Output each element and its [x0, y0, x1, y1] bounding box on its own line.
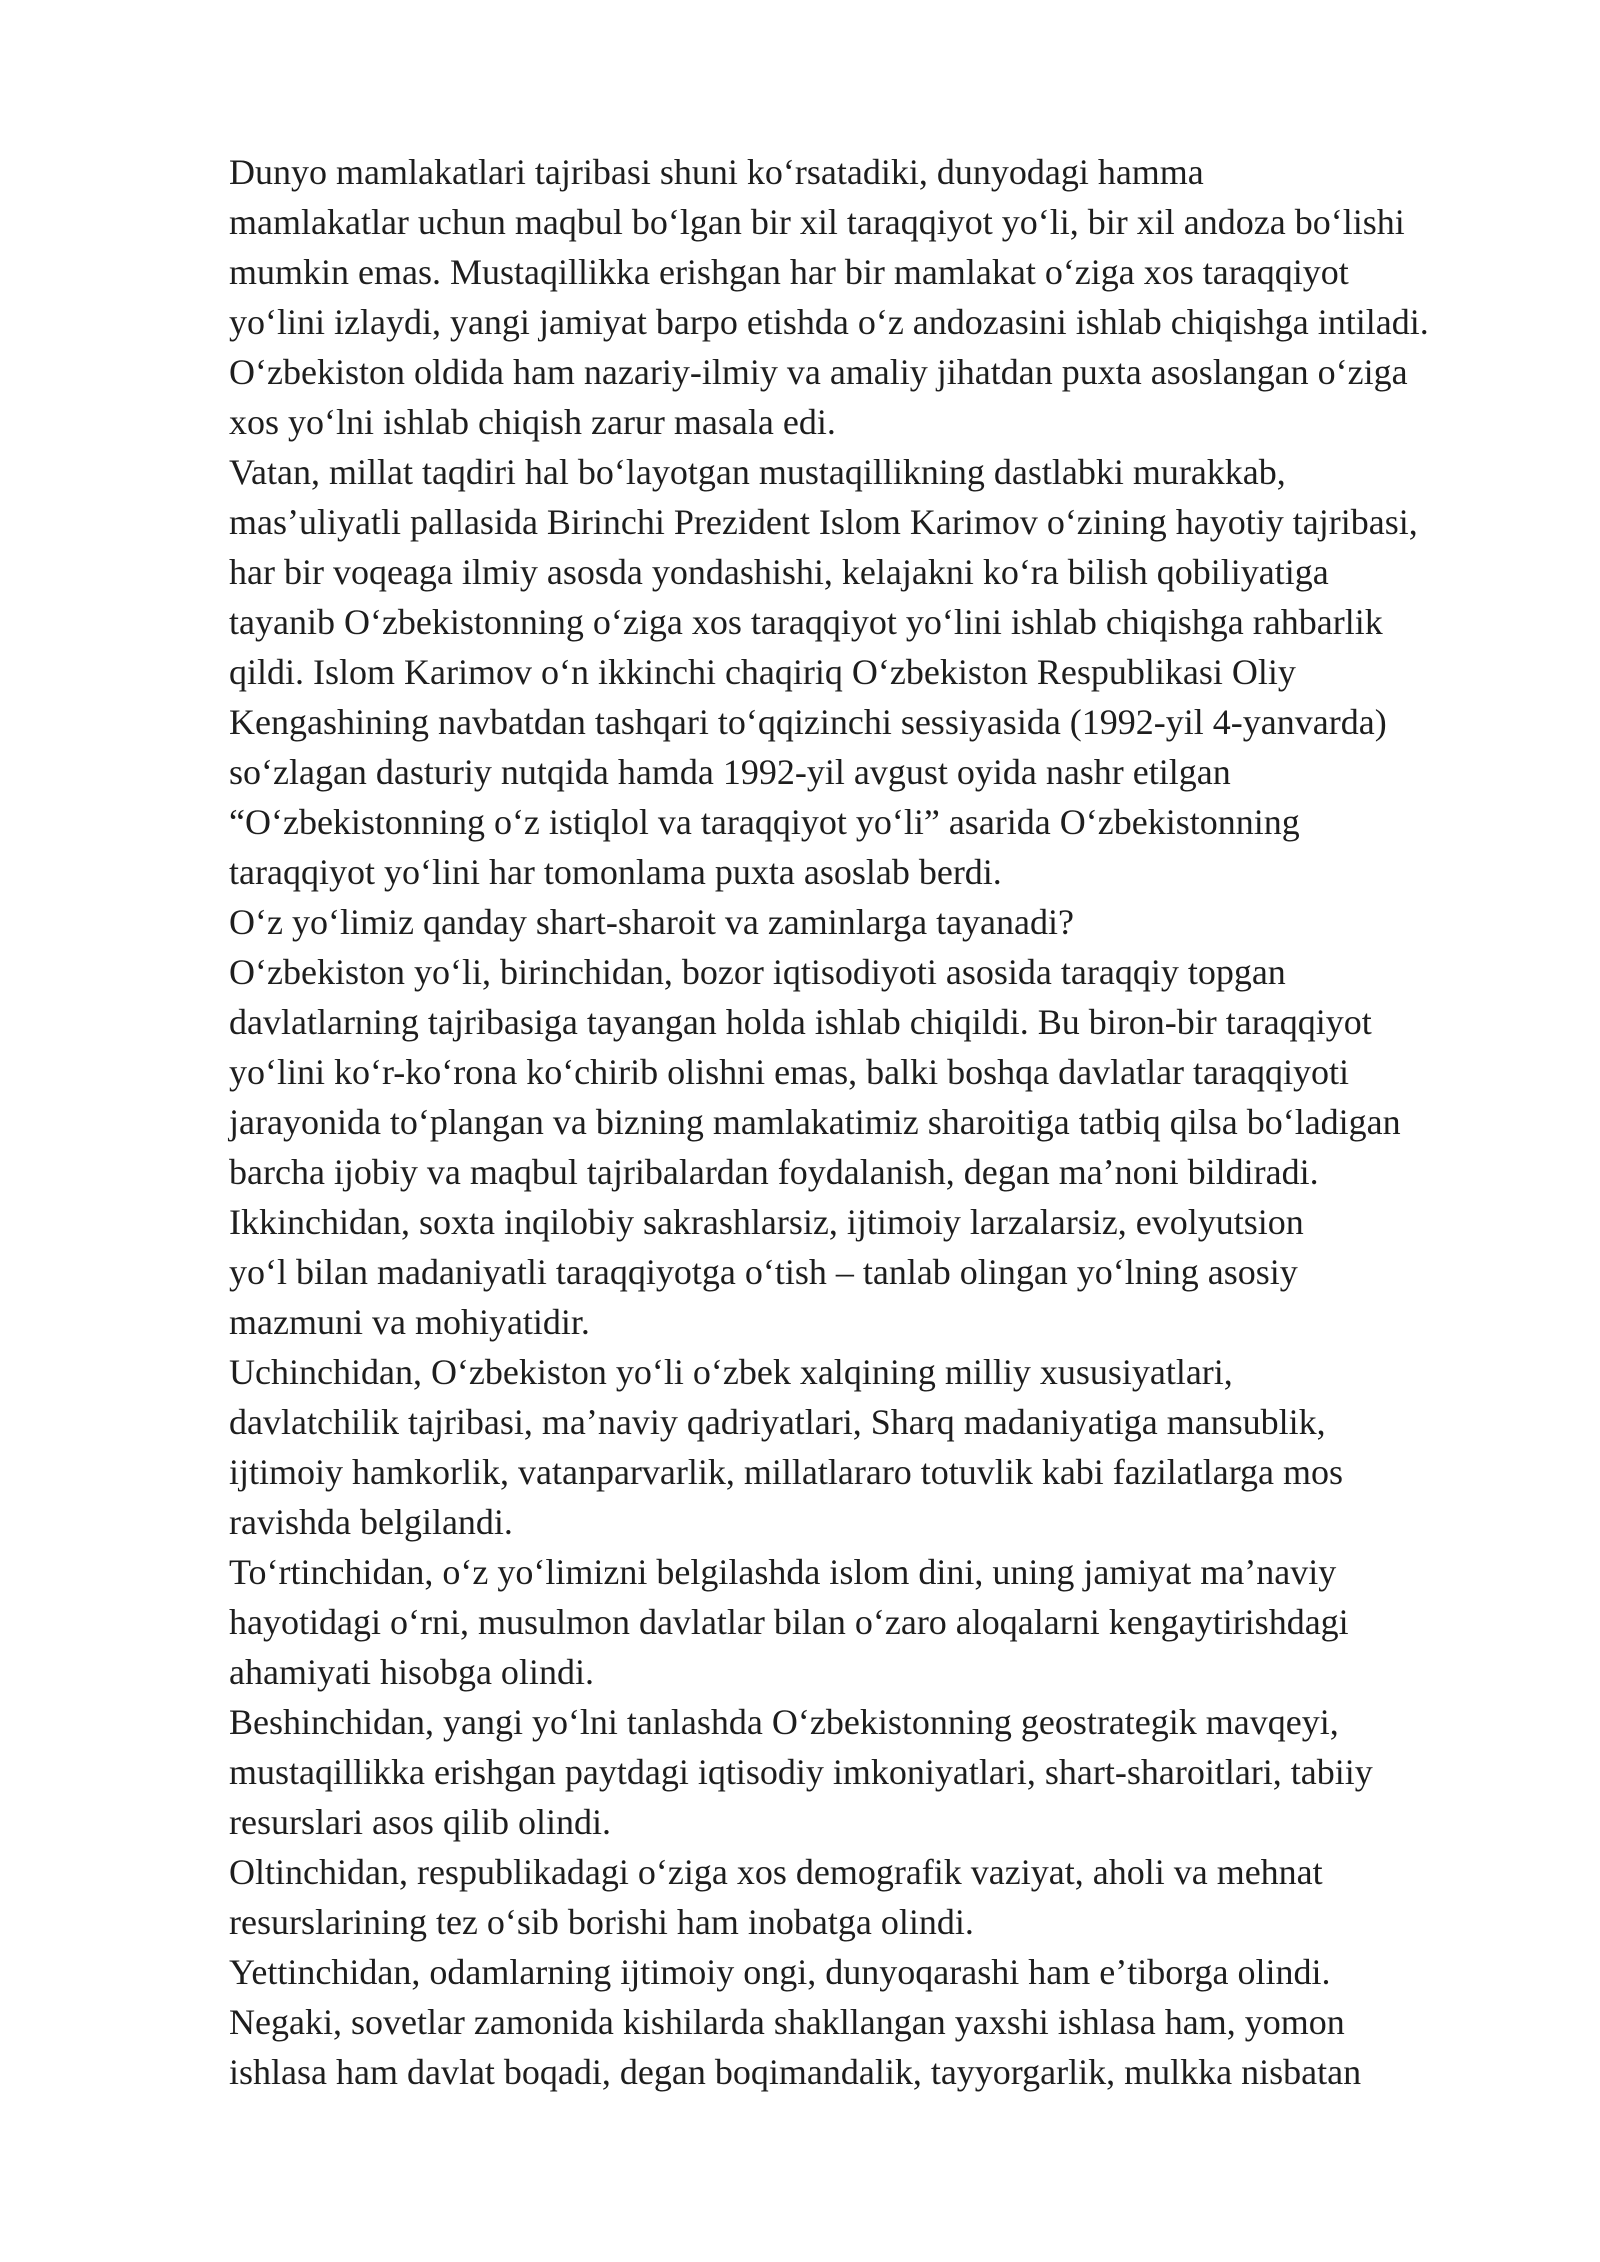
- text-line: tayanib Oʻzbekistonning oʻziga xos taraqqiyot yoʻlini ishlab chiqishga rahbarlik: [229, 602, 1383, 642]
- text-line: Vatan, millat taqdiri hal boʻlayotgan mustaqillikning dastlabki murakkab,: [229, 452, 1286, 492]
- text-line: mamlakatlar uchun maqbul boʻlgan bir xil taraqqiyot yoʻli, bir xil andoza boʻlishi: [229, 202, 1405, 242]
- text-line: yoʻlini koʻr-koʻrona koʻchirib olishni emas, balki boshqa davlatlar taraqqiyoti: [229, 1052, 1349, 1092]
- text-line: Oʻzbekiston oldida ham nazariy-ilmiy va amaliy jihatdan puxta asoslangan oʻziga: [229, 352, 1408, 392]
- text-line: Oʻzbekiston yoʻli, birinchidan, bozor iqtisodiyoti asosida taraqqiy topgan: [229, 952, 1286, 992]
- text-line: davlatchilik tajribasi, maʼnaviy qadriyatlari, Sharq madaniyatiga mansublik,: [229, 1402, 1326, 1442]
- text-line: Uchinchidan, Oʻzbekiston yoʻli oʻzbek xalqining milliy xususiyatlari,: [229, 1352, 1233, 1392]
- text-line: “Oʻzbekistonning oʻz istiqlol va taraqqiyot yoʻli” asarida Oʻzbekistonning: [229, 802, 1300, 842]
- text-line: ahamiyati hisobga olindi.: [229, 1652, 594, 1692]
- text-line: Kengashining navbatdan tashqari toʻqqizinchi sessiyasida (1992-yil 4-yanvarda): [229, 702, 1387, 742]
- text-line: barcha ijobiy va maqbul tajribalardan foydalanish, degan maʼnoni bildiradi.: [229, 1152, 1319, 1192]
- text-line: Beshinchidan, yangi yoʻlni tanlashda Oʻzbekistonning geostrategik mavqeyi,: [229, 1702, 1339, 1742]
- text-line: mustaqillikka erishgan paytdagi iqtisodiy imkoniyatlari, shart-sharoitlari, tabiiy: [229, 1752, 1373, 1792]
- document-body-text: [229, 147, 1529, 2097]
- text-line: qildi. Islom Karimov oʻn ikkinchi chaqiriq Oʻzbekiston Respublikasi Oliy: [229, 652, 1296, 692]
- text-line: Ikkinchidan, soxta inqilobiy sakrashlarsiz, ijtimoiy larzalarsiz, evolyutsion: [229, 1202, 1304, 1242]
- text-line: ijtimoiy hamkorlik, vatanparvarlik, millatlararo totuvlik kabi fazilatlarga mos: [229, 1452, 1344, 1492]
- text-line: resurslari asos qilib olindi.: [229, 1802, 611, 1842]
- text-line: mazmuni va mohiyatidir.: [229, 1302, 590, 1342]
- text-line: har bir voqeaga ilmiy asosda yondashishi, kelajakni koʻra bilish qobiliyatiga: [229, 552, 1329, 592]
- text-line: ravishda belgilandi.: [229, 1502, 513, 1542]
- text-line: davlatlarning tajribasiga tayangan holda ishlab chiqildi. Bu biron-bir taraqqiyot: [229, 1002, 1372, 1042]
- text-line: Dunyo mamlakatlari tajribasi shuni koʻrsatadiki, dunyodagi hamma: [229, 152, 1204, 192]
- text-line: hayotidagi oʻrni, musulmon davlatlar bilan oʻzaro aloqalarni kengaytirishdagi: [229, 1602, 1349, 1642]
- text-line: taraqqiyot yoʻlini har tomonlama puxta asoslab berdi.: [229, 852, 1002, 892]
- text-line: ishlasa ham davlat boqadi, degan boqimandalik, tayyorgarlik, mulkka nisbatan: [229, 2052, 1362, 2092]
- text-line: resurslarining tez oʻsib borishi ham inobatga olindi.: [229, 1902, 974, 1942]
- text-line: Toʻrtinchidan, oʻz yoʻlimizni belgilashda islom dini, uning jamiyat maʼnaviy: [229, 1552, 1337, 1592]
- text-line: xos yoʻlni ishlab chiqish zarur masala edi.: [229, 402, 836, 442]
- text-line: soʻzlagan dasturiy nutqida hamda 1992-yil avgust oyida nashr etilgan: [229, 752, 1231, 792]
- text-line: yoʻlini izlaydi, yangi jamiyat barpo etishda oʻz andozasini ishlab chiqishga intiladi.: [229, 302, 1429, 342]
- text-line: Oltinchidan, respublikadagi oʻziga xos demografik vaziyat, aholi va mehnat: [229, 1852, 1323, 1892]
- text-line: yoʻl bilan madaniyatli taraqqiyotga oʻtish – tanlab olingan yoʻlning asosiy: [229, 1252, 1298, 1292]
- text-line: mumkin emas. Mustaqillikka erishgan har bir mamlakat oʻziga xos taraqqiyot: [229, 252, 1349, 292]
- text-line: jarayonida toʻplangan va bizning mamlakatimiz sharoitiga tatbiq qilsa boʻladigan: [229, 1102, 1401, 1142]
- text-line: masʼuliyatli pallasida Birinchi Prezident Islom Karimov oʻzining hayotiy tajribasi,: [229, 502, 1418, 542]
- text-line: Yettinchidan, odamlarning ijtimoiy ongi, dunyoqarashi ham eʼtiborga olindi.: [229, 1952, 1331, 1992]
- text-line: Negaki, sovetlar zamonida kishilarda shakllangan yaxshi ishlasa ham, yomon: [229, 2002, 1345, 2042]
- text-line: Oʻz yoʻlimiz qanday shart-sharoit va zaminlarga tayanadi?: [229, 902, 1074, 942]
